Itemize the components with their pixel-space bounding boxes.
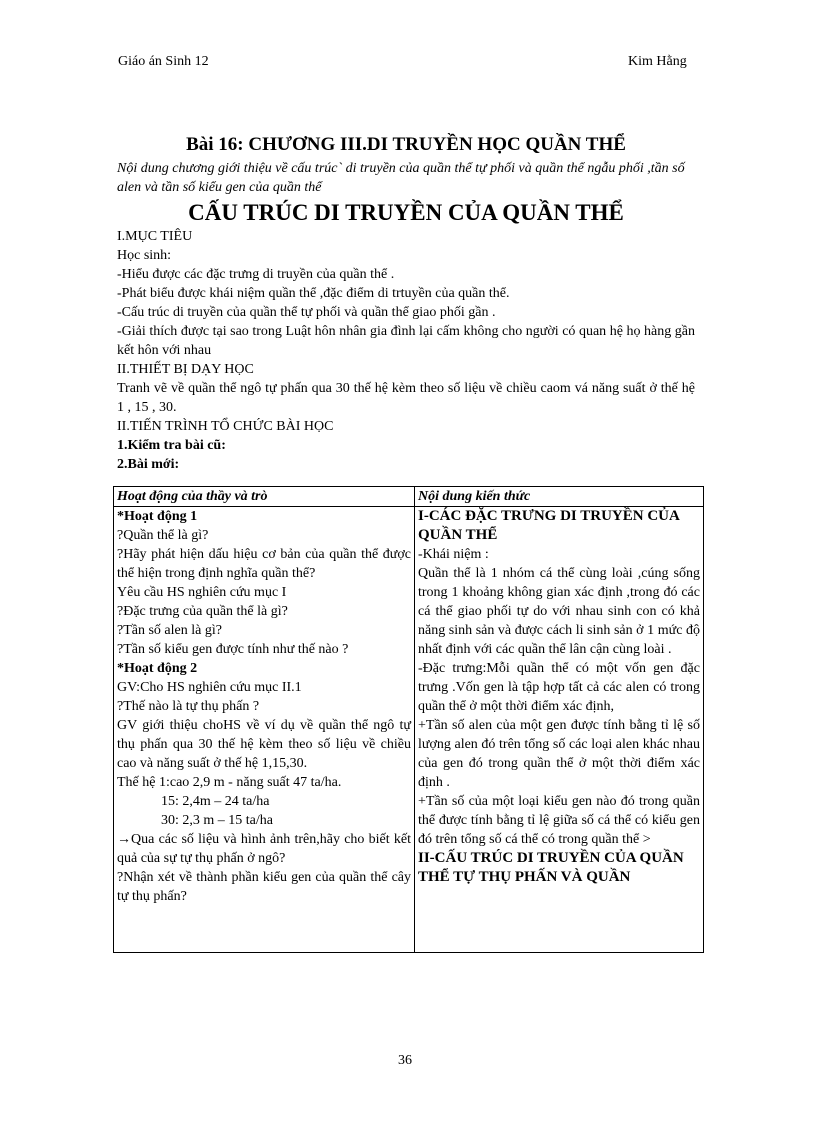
equipment-text: Tranh vẽ về quần thể ngô tự phấn qua 30 thế hệ kèm theo số liệu về chiều caom vá năng suất ở thế hệ 1 , 15 , 30. xyxy=(117,381,695,415)
list-item: ?Thế nào là tự thụ phấn ? xyxy=(117,699,260,714)
objectives-list xyxy=(117,265,695,360)
lesson-table xyxy=(113,486,704,953)
list-item: -Đặc trưng:Mỗi quần thể có một vốn gen đặc trưng .Vốn gen là tập hợp tất cả các alen có trong quần thể ở một thời điểm xác định, xyxy=(418,661,700,714)
main-title: CẤU TRÚC DI TRUYỀN CỦA QUẦN THỂ xyxy=(188,200,624,225)
objectives-heading: I.MỤC TIÊU xyxy=(117,229,193,244)
list-item: 15: 2,4m – 24 ta/ha xyxy=(161,794,270,809)
list-item: II-CẤU TRÚC DI TRUYỀN CỦA QUẦN THỂ TỰ THỤ PHẤN VÀ QUẦN xyxy=(418,850,684,885)
col-header-content: Nội dung kiến thức xyxy=(415,487,704,507)
table-row xyxy=(114,507,704,953)
list-item: ?Nhận xét về thành phần kiểu gen của quần thể cây tự thụ phấn? xyxy=(117,870,411,904)
objective-item: -Hiểu được các đặc trưng di truyền của quần thể . xyxy=(117,267,395,282)
table-header-row xyxy=(114,487,704,507)
list-item: Quần thể là 1 nhóm cá thể cùng loài ,cúng sống trong 1 khoảng không gian xác định ,trong đó các cá thể giao phối tự do với nhau sinh con có khả năng sinh sản và được cách li sinh sản ở 1 mức độ nhất định với các quần thể lân cận cùng loài . xyxy=(418,566,700,657)
list-item: ?Quần thể là gì? xyxy=(117,528,209,543)
equipment-heading: II.THIẾT BỊ DẠY HỌC xyxy=(117,362,254,377)
list-item: ?Tần số kiểu gen được tính như thế nào ? xyxy=(117,642,349,657)
list-item: Thế hệ 1:cao 2,9 m - năng suất 47 ta/ha. xyxy=(117,775,342,790)
chapter-intro: Nội dung chương giới thiệu về cấu trúc` di truyền của quần thể tự phối và quần thể ngẫu phối ,tần số alen và tần số kiểu gen của quần thể xyxy=(117,161,685,195)
list-item: GV giới thiệu choHS về ví dụ về quần thể ngô tự thụ phấn qua 30 thế hệ kèm theo số liệu về chiều cao và năng suất ở thế hệ 1,15,30. xyxy=(117,718,411,771)
list-item: ?Hãy phát hiện dấu hiệu cơ bản của quần thể được thể hiện trong định nghĩa quần thể? xyxy=(117,547,411,581)
list-item: +Tần số alen của một gen được tính bằng tỉ lệ số lượng alen đó trên tổng số các loại alen khác nhau của gen đó trong quần thể ở một thời điểm xác định . xyxy=(418,718,700,790)
list-item: GV:Cho HS nghiên cứu mục II.1 xyxy=(117,680,302,695)
objective-item: -Giải thích được tại sao trong Luật hôn nhân gia đình lại cấm không cho người có quan hệ họ hàng gần kết hôn với nhau xyxy=(117,324,695,358)
objective-item: -Phát biểu được khái niệm quần thể ,đặc điểm di trtuyền của quần thể. xyxy=(117,286,510,301)
list-item: ?Tần số alen là gì? xyxy=(117,623,222,638)
review-heading: 1.Kiểm tra bài cũ: xyxy=(117,438,226,453)
list-item: +Tần số của một loại kiểu gen nào đó trong quần thể được tính bằng tỉ lệ giữa số cá thể có kiểu gen đó trên tổng số cá thể có trong quần thể > xyxy=(418,794,700,847)
list-item: I-CÁC ĐẶC TRƯNG DI TRUYỀN CỦA QUẦN THỂ xyxy=(418,508,679,543)
header-subject: Giáo án Sinh 12 xyxy=(118,54,209,69)
list-item: *Hoạt động 1 xyxy=(117,509,198,524)
list-item: Yêu cầu HS nghiên cứu mục I xyxy=(117,585,287,600)
process-heading: II.TIẾN TRÌNH TỔ CHỨC BÀI HỌC xyxy=(117,419,334,434)
objective-item: -Cấu trúc di truyền của quần thể tự phối và quần thể giao phối gần . xyxy=(117,305,496,320)
page-number: 36 xyxy=(398,1053,412,1068)
list-item: *Hoạt động 2 xyxy=(117,661,198,676)
students-label: Học sinh: xyxy=(117,248,172,263)
list-item: 30: 2,3 m – 15 ta/ha xyxy=(161,813,273,828)
lesson-title: Bài 16: CHƯƠNG III.DI TRUYỀN HỌC QUẦN THỂ xyxy=(186,134,626,155)
content-cell xyxy=(415,507,704,953)
col-header-activities: Hoạt động của thầy và trò xyxy=(114,487,415,507)
document-body xyxy=(117,133,695,474)
new-lesson-heading: 2.Bài mới: xyxy=(117,457,180,472)
list-item: ?Đặc trưng của quần thể là gì? xyxy=(117,604,288,619)
list-item: -Khái niệm : xyxy=(418,547,489,562)
header-author: Kim Hằng xyxy=(628,54,687,69)
list-item: →Qua các số liệu và hình ảnh trên,hãy cho biết kết quả của sự tự thụ phấn ở ngô? xyxy=(117,832,411,866)
activities-cell xyxy=(114,507,415,953)
